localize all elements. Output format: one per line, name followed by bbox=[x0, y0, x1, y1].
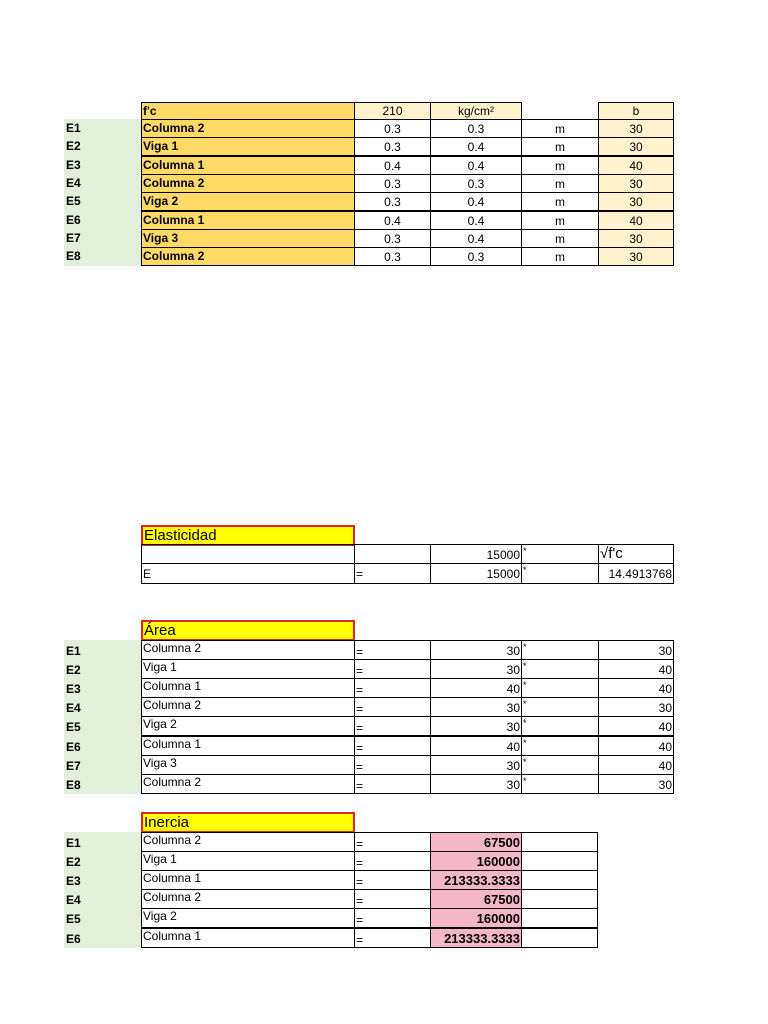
element-name[interactable]: Columna 1 bbox=[141, 870, 355, 890]
dim-a[interactable]: 0.3 bbox=[354, 174, 431, 193]
sqrt-fc-label[interactable]: √f'c bbox=[598, 544, 674, 564]
element-name[interactable]: Columna 2 bbox=[141, 247, 355, 266]
area-title[interactable]: Área bbox=[141, 620, 355, 641]
element-name[interactable]: Columna 1 bbox=[141, 928, 355, 948]
multiply-sign: * bbox=[523, 680, 527, 690]
inercia-title[interactable]: Inercia bbox=[141, 812, 355, 833]
row-id: E5 bbox=[64, 908, 142, 928]
b-value[interactable]: 30 bbox=[598, 174, 674, 193]
elasticidad-empty-cell[interactable] bbox=[354, 544, 431, 564]
element-name[interactable]: Viga 2 bbox=[141, 192, 355, 211]
equals-cell[interactable]: = bbox=[354, 889, 431, 909]
unit[interactable]: m bbox=[521, 137, 599, 156]
equals-cell[interactable]: = bbox=[354, 736, 431, 756]
op-cell[interactable] bbox=[521, 774, 599, 794]
element-name[interactable]: Columna 2 bbox=[141, 640, 355, 660]
op-cell[interactable] bbox=[521, 640, 599, 660]
row-id: E2 bbox=[64, 659, 142, 679]
fc-value[interactable]: 210 bbox=[354, 102, 431, 120]
dim-a[interactable]: 0.3 bbox=[354, 192, 431, 211]
area-v2[interactable]: 40 bbox=[598, 755, 674, 775]
row-id: E5 bbox=[64, 716, 142, 736]
area-v1[interactable]: 40 bbox=[430, 736, 522, 756]
b-value[interactable]: 30 bbox=[598, 247, 674, 266]
multiply-sign: * bbox=[523, 776, 527, 786]
dim-a[interactable]: 0.3 bbox=[354, 247, 431, 266]
dim-b[interactable]: 0.4 bbox=[430, 211, 522, 230]
equals-cell[interactable]: = bbox=[354, 697, 431, 717]
equals-cell[interactable]: = bbox=[354, 832, 431, 852]
element-name[interactable]: Viga 1 bbox=[141, 137, 355, 156]
element-name[interactable]: Columna 1 bbox=[141, 736, 355, 756]
unit[interactable]: m bbox=[521, 174, 599, 193]
row-id: E6 bbox=[64, 736, 142, 756]
op-cell[interactable] bbox=[521, 678, 599, 698]
inercia-value[interactable]: 213333.3333 bbox=[430, 928, 522, 948]
inercia-value[interactable]: 67500 bbox=[430, 832, 522, 852]
element-name[interactable]: Columna 1 bbox=[141, 211, 355, 230]
unit[interactable]: m bbox=[521, 156, 599, 175]
row-id: E7 bbox=[64, 755, 142, 775]
row-id: E3 bbox=[64, 678, 142, 698]
multiply-sign: * bbox=[523, 738, 527, 748]
material-table bbox=[0, 0, 768, 280]
op-cell[interactable] bbox=[521, 716, 599, 736]
equals-cell[interactable]: = bbox=[354, 678, 431, 698]
area-v2[interactable]: 30 bbox=[598, 697, 674, 717]
inercia-value[interactable]: 160000 bbox=[430, 908, 522, 928]
row-id: E2 bbox=[64, 851, 142, 871]
unit[interactable]: m bbox=[521, 229, 599, 248]
dim-b[interactable]: 0.4 bbox=[430, 137, 522, 156]
row-id: E1 bbox=[64, 119, 142, 138]
area-v1[interactable]: 30 bbox=[430, 697, 522, 717]
equals-cell[interactable]: = bbox=[354, 870, 431, 890]
multiply-sign: * bbox=[523, 661, 527, 671]
area-v2[interactable]: 40 bbox=[598, 678, 674, 698]
empty-cell[interactable] bbox=[521, 851, 598, 871]
area-v1[interactable]: 30 bbox=[430, 774, 522, 794]
elasticidad-op[interactable] bbox=[521, 544, 599, 564]
equals-cell[interactable]: = bbox=[354, 908, 431, 928]
b-value[interactable]: 30 bbox=[598, 229, 674, 248]
inercia-value[interactable]: 160000 bbox=[430, 851, 522, 871]
row-id: E4 bbox=[64, 697, 142, 717]
element-name[interactable]: Viga 1 bbox=[141, 851, 355, 871]
element-name[interactable]: Columna 2 bbox=[141, 832, 355, 852]
element-name[interactable]: Viga 2 bbox=[141, 908, 355, 928]
elasticidad-title[interactable]: Elasticidad bbox=[141, 525, 355, 546]
equals-cell[interactable]: = bbox=[354, 928, 431, 948]
empty-cell[interactable] bbox=[521, 870, 598, 890]
equals-cell[interactable]: = bbox=[354, 755, 431, 775]
element-name[interactable]: Columna 2 bbox=[141, 889, 355, 909]
op-cell[interactable] bbox=[521, 697, 599, 717]
element-name[interactable]: Viga 2 bbox=[141, 716, 355, 736]
unit[interactable]: m bbox=[521, 211, 599, 230]
dim-b[interactable]: 0.3 bbox=[430, 174, 522, 193]
element-name[interactable]: Columna 1 bbox=[141, 678, 355, 698]
equals-cell[interactable]: = bbox=[354, 774, 431, 794]
equals-cell[interactable]: = bbox=[354, 659, 431, 679]
dim-b[interactable]: 0.4 bbox=[430, 156, 522, 175]
element-name[interactable]: Columna 2 bbox=[141, 697, 355, 717]
e-label[interactable]: E bbox=[141, 563, 355, 584]
row-id: E6 bbox=[64, 211, 142, 230]
dim-a[interactable]: 0.3 bbox=[354, 137, 431, 156]
col-b-header[interactable]: b bbox=[598, 102, 674, 120]
row-id: E3 bbox=[64, 870, 142, 890]
row-id: E8 bbox=[64, 247, 142, 266]
b-value[interactable]: 30 bbox=[598, 192, 674, 211]
row-id: E6 bbox=[64, 928, 142, 948]
area-v1[interactable]: 30 bbox=[430, 640, 522, 660]
inercia-value[interactable]: 67500 bbox=[430, 889, 522, 909]
unit[interactable]: m bbox=[521, 119, 599, 138]
empty-cell[interactable] bbox=[521, 832, 598, 852]
multiply-sign: * bbox=[523, 699, 527, 709]
op-cell[interactable] bbox=[521, 659, 599, 679]
row-id: E8 bbox=[64, 774, 142, 794]
row-id: E1 bbox=[64, 832, 142, 852]
row-id: E7 bbox=[64, 229, 142, 248]
fc-unit[interactable]: kg/cm² bbox=[430, 102, 522, 120]
multiply-sign: * bbox=[523, 757, 527, 767]
dim-a[interactable]: 0.4 bbox=[354, 211, 431, 230]
row-id: E5 bbox=[64, 192, 142, 211]
row-id: E4 bbox=[64, 889, 142, 909]
sqrt-fc-value[interactable]: 14.4913768 bbox=[598, 563, 674, 584]
equals-cell[interactable]: = bbox=[354, 851, 431, 871]
element-name[interactable]: Viga 3 bbox=[141, 229, 355, 248]
equals-cell[interactable]: = bbox=[354, 716, 431, 736]
element-name[interactable]: Columna 2 bbox=[141, 174, 355, 193]
unit[interactable]: m bbox=[521, 192, 599, 211]
b-value[interactable]: 40 bbox=[598, 211, 674, 230]
e-eq[interactable]: = bbox=[354, 563, 431, 584]
multiply-sign: * bbox=[523, 565, 527, 575]
area-v2[interactable]: 40 bbox=[598, 716, 674, 736]
dim-a[interactable]: 0.3 bbox=[354, 119, 431, 138]
empty-cell[interactable] bbox=[521, 908, 598, 928]
element-name[interactable]: Columna 2 bbox=[141, 774, 355, 794]
b-value[interactable]: 40 bbox=[598, 156, 674, 175]
b-value[interactable]: 30 bbox=[598, 119, 674, 138]
dim-b[interactable]: 0.4 bbox=[430, 192, 522, 211]
element-name[interactable]: Columna 1 bbox=[141, 156, 355, 175]
dim-a[interactable]: 0.4 bbox=[354, 156, 431, 175]
empty-cell[interactable] bbox=[521, 889, 598, 909]
fc-label[interactable]: f'c bbox=[141, 102, 355, 120]
empty-cell[interactable] bbox=[521, 928, 598, 948]
row-id: E2 bbox=[64, 137, 142, 156]
equals-cell[interactable]: = bbox=[354, 640, 431, 660]
b-value[interactable]: 30 bbox=[598, 137, 674, 156]
area-v2[interactable]: 40 bbox=[598, 659, 674, 679]
area-v2[interactable]: 40 bbox=[598, 736, 674, 756]
element-name[interactable]: Columna 2 bbox=[141, 119, 355, 138]
area-v2[interactable]: 30 bbox=[598, 640, 674, 660]
row-id: E1 bbox=[64, 640, 142, 660]
e-coef[interactable]: 15000 bbox=[430, 563, 522, 584]
row-id: E4 bbox=[64, 174, 142, 193]
area-v1[interactable]: 30 bbox=[430, 755, 522, 775]
multiply-sign: * bbox=[523, 718, 527, 728]
row-id: E3 bbox=[64, 156, 142, 175]
op-cell[interactable] bbox=[521, 736, 599, 756]
elasticidad-empty-cell[interactable] bbox=[141, 544, 355, 564]
multiply-sign: * bbox=[523, 546, 527, 556]
dim-b[interactable]: 0.3 bbox=[430, 247, 522, 266]
dim-b[interactable]: 0.4 bbox=[430, 229, 522, 248]
e-op[interactable] bbox=[521, 563, 599, 584]
dim-b[interactable]: 0.3 bbox=[430, 119, 522, 138]
multiply-sign: * bbox=[523, 642, 527, 652]
area-v1[interactable]: 30 bbox=[430, 716, 522, 736]
unit[interactable]: m bbox=[521, 247, 599, 266]
area-v1[interactable]: 40 bbox=[430, 678, 522, 698]
op-cell[interactable] bbox=[521, 755, 599, 775]
elasticidad-coef[interactable]: 15000 bbox=[430, 544, 522, 564]
inercia-value[interactable]: 213333.3333 bbox=[430, 870, 522, 890]
dim-a[interactable]: 0.3 bbox=[354, 229, 431, 248]
area-v2[interactable]: 30 bbox=[598, 774, 674, 794]
element-name[interactable]: Viga 1 bbox=[141, 659, 355, 679]
element-name[interactable]: Viga 3 bbox=[141, 755, 355, 775]
area-v1[interactable]: 30 bbox=[430, 659, 522, 679]
